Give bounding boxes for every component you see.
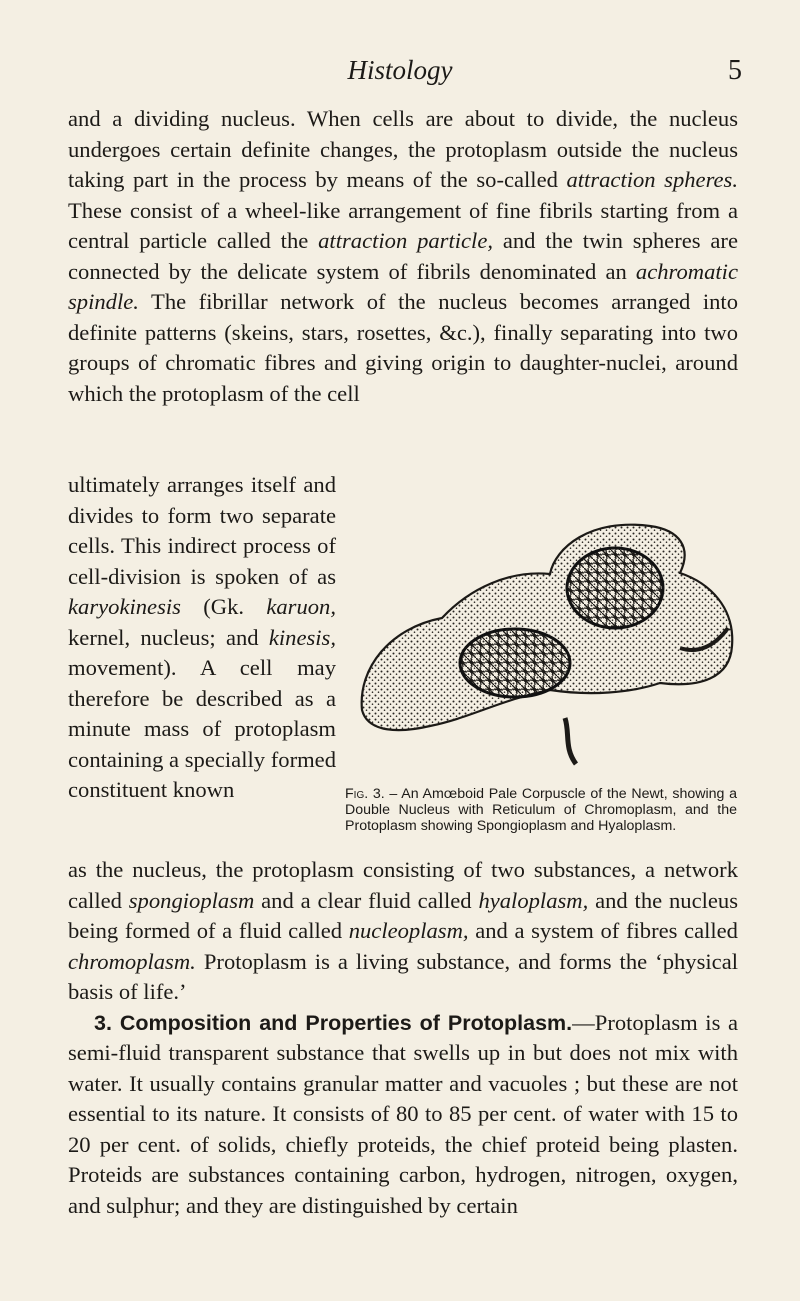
nucleus-lower <box>460 629 570 697</box>
paragraph-cell-division <box>68 104 738 409</box>
figure-caption <box>345 786 737 834</box>
page-header <box>0 55 800 95</box>
section-heading: Composition and Properties of Protoplasm. <box>119 1010 573 1035</box>
term-karuon: karuon, <box>266 594 336 619</box>
figure-label: Fig. 3. <box>345 786 385 802</box>
cell-outline <box>362 525 733 730</box>
text-run: The fibrillar network of the nucleus becomes arranged into definite patterns (skeins, stars, rosettes, &c.), finally separating into two groups of chromatic fibres and giving origin to daughter-nuclei, around which the protoplasm of the cell <box>68 289 738 406</box>
page-number: 5 <box>728 55 742 86</box>
paragraph-karyokinesis <box>68 470 336 806</box>
text-run: and a clear fluid called <box>254 887 479 913</box>
term-achromatic-spindle: achromatic spindle. <box>68 258 738 314</box>
term-kinesis: kinesis, <box>268 624 336 650</box>
running-title: Histology <box>347 55 453 85</box>
text-run: and the twin spheres are connected by the delicate system of fibrils denominated an <box>68 228 738 284</box>
section-text: —Protoplasm is a semi-fluid transparent substance that swells up in but does not mix with water. It usually contains granular matter and vacuoles ; but these are not essential to its nature. It consists of 80 to 85 per cent. of water with 15 to 20 per cent. of solids, chiefly proteids, the chief proteid being plasten. Proteids are substances containing carbon, hydrogen, nitrogen, oxygen, and sulphur; and they are distinguished by certain <box>68 1009 739 1218</box>
text-run: and the nucleus being formed of a fluid called <box>68 887 738 943</box>
text-run: and a dividing nucleus. When cells are about to divide, the nucleus undergoes certain definite changes, the protoplasm outside the nucleus taking part in the process by means of the so-called <box>68 106 738 192</box>
text-run: (Gk. <box>180 594 267 619</box>
term-attraction-particle: attraction particle, <box>318 228 494 253</box>
term-chromoplasm: chromoplasm. <box>68 948 196 974</box>
pseudopod <box>565 718 576 764</box>
figure-amoeboid-corpuscle <box>350 478 740 768</box>
text-run: as the nucleus, the protoplasm consisting of two substances, a network called <box>68 857 738 913</box>
nucleus-upper <box>567 548 663 628</box>
term-karyokinesis: karyokinesis <box>68 594 181 619</box>
paragraph-nucleus-composition <box>68 855 738 1221</box>
corpuscle-illustration <box>350 478 740 768</box>
text-run: ultimately arranges itself and divides to form two separate cells. This indirect process of cell-division is spoken of as <box>68 472 336 589</box>
text-run: and a system of fibres called <box>468 918 738 943</box>
caption-text: – An Amœboid Pale Corpuscle of the Newt, showing a Double Nucleus with Reticulum of Chromoplasm, and the Protoplasm showing Spongioplasm and Hyaloplasm. <box>345 786 737 834</box>
text-run: movement). A cell may therefore be described as a minute mass of protoplasm containing a specially formed constituent known <box>68 655 336 802</box>
term-hyaloplasm: hyaloplasm, <box>478 887 589 913</box>
term-nucleoplasm: nucleoplasm, <box>348 918 469 943</box>
text-run: Protoplasm is a living substance, and forms the ‘physical basis of life.’ <box>68 948 738 1004</box>
term-spongioplasm: spongioplasm <box>128 887 255 913</box>
text-run: kernel, nucleus; and <box>68 624 269 650</box>
term-attraction-spheres: attraction spheres. <box>566 167 738 192</box>
text-run: These consist of a wheel-like arrangement of fine fibrils starting from a central particle called the <box>68 197 738 253</box>
section-3 <box>68 1008 738 1222</box>
section-number: 3. <box>94 1010 120 1035</box>
